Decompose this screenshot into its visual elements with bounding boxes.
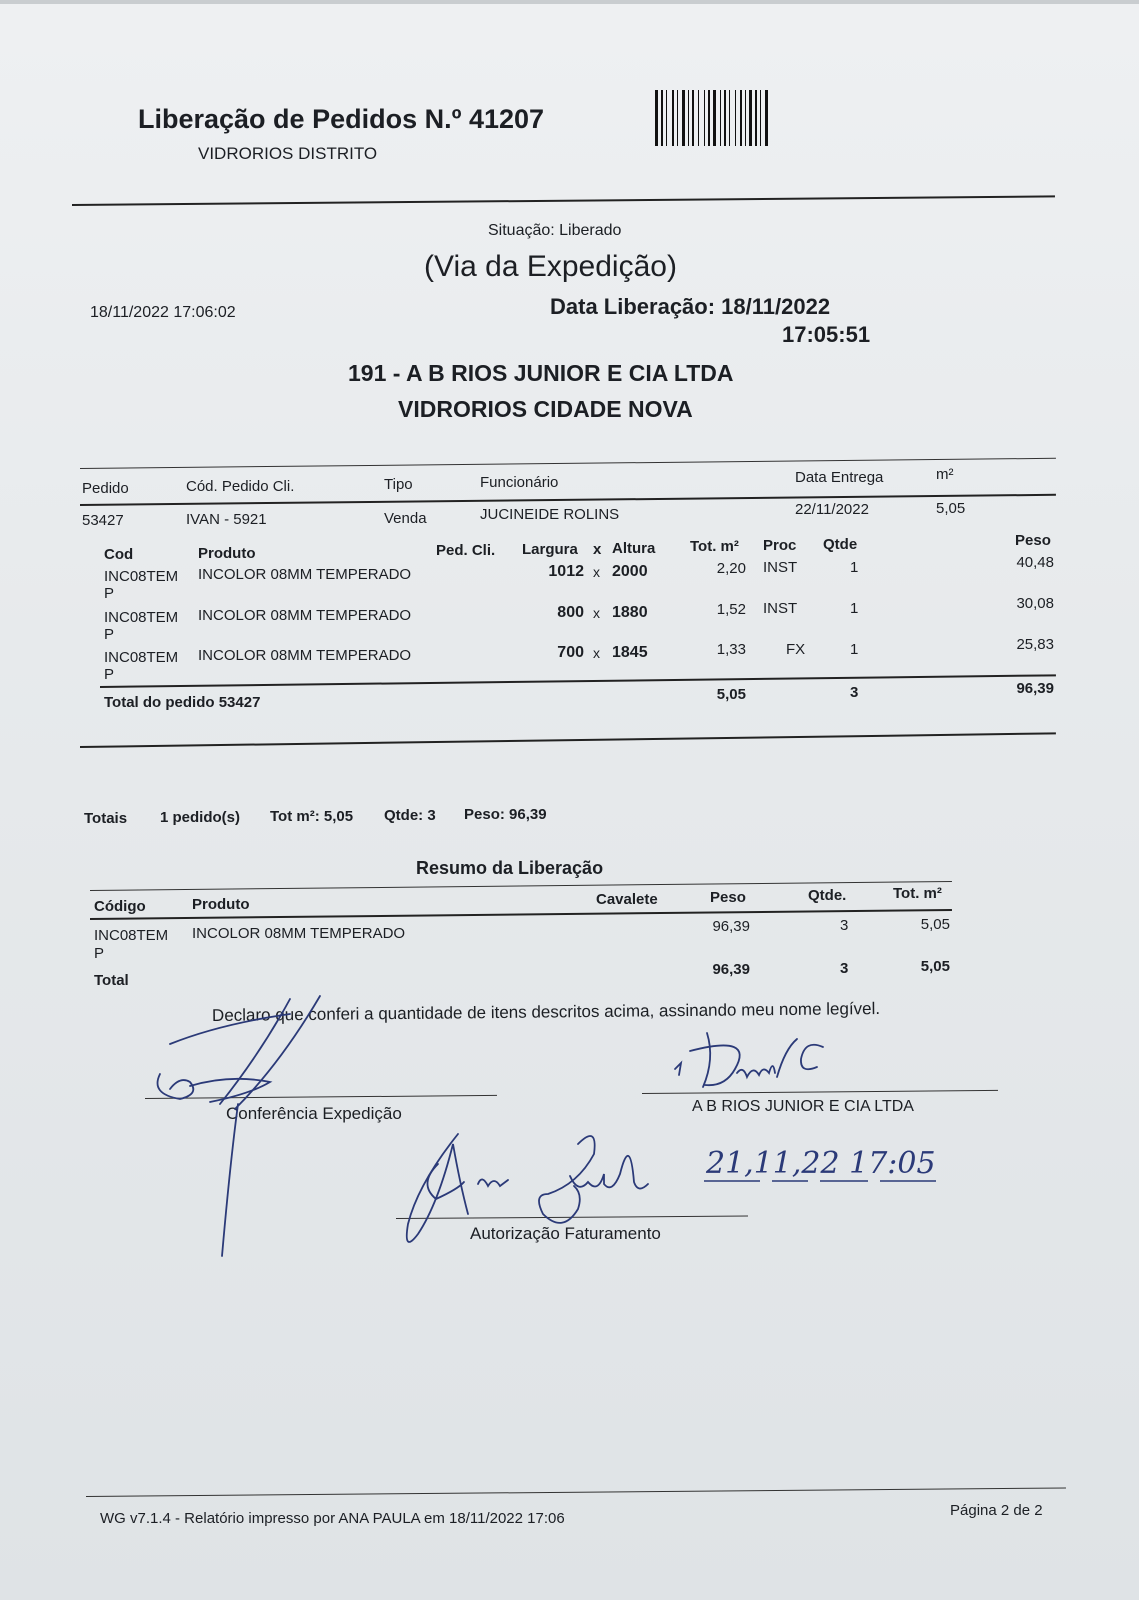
barcode-bar [760, 90, 761, 146]
item-cod-suffix: P [104, 585, 115, 602]
order-divider-mid [80, 494, 1056, 506]
totals-m2: Tot m²: 5,05 [270, 808, 354, 825]
barcode-bar [677, 90, 678, 146]
val-m2: 5,05 [936, 500, 966, 517]
summary-produto: INCOLOR 08MM TEMPERADO [192, 925, 406, 942]
handwritten-date-text: 21,11,22 17:05 [706, 1146, 936, 1181]
handwritten-signature-autorizacao [398, 1124, 658, 1264]
order-divider-top [80, 458, 1056, 469]
barcode-bar [740, 90, 742, 146]
summary-total-peso: 96,39 [712, 961, 750, 978]
status-text: Situação: Liberado [488, 222, 622, 239]
barcode-bar [724, 90, 726, 146]
summary-codigo: INC08TEM [94, 927, 169, 944]
item-largura: 700 [557, 644, 584, 661]
item-qtde: 1 [850, 559, 859, 576]
item-tot-m2: 1,33 [716, 641, 746, 658]
col-pedido: Pedido [82, 480, 129, 497]
item-proc: INST [763, 600, 798, 617]
order-total-divider [100, 674, 1056, 688]
col-funcionario: Funcionário [480, 474, 559, 491]
client-store: VIDRORIOS CIDADE NOVA [398, 396, 693, 422]
barcode-bar [745, 90, 746, 146]
barcode-bar [749, 90, 752, 146]
item-altura: 1880 [612, 604, 648, 621]
val-funcionario: JUCINEIDE ROLINS [480, 506, 620, 523]
footer-divider [86, 1487, 1066, 1497]
item-cod: INC08TEM [104, 649, 179, 666]
barcode-bar [672, 90, 674, 146]
val-tipo: Venda [384, 510, 427, 527]
handwritten-signature-client [645, 1029, 845, 1099]
totals-label: Totais [84, 810, 128, 827]
summary-total-label: Total [94, 972, 129, 989]
release-time: 17:05:51 [782, 322, 871, 347]
item-cod-suffix: P [104, 626, 115, 643]
barcode-bar [655, 90, 658, 146]
item-x: x [593, 605, 600, 621]
col-cod-pedido-cli: Cód. Pedido Cli. [186, 478, 295, 495]
declaration-text: Declaro que conferi a quantidade de itens descritos acima, assinando meu nome legível. [211, 999, 881, 1025]
col-m2: m² [936, 466, 954, 483]
barcode-bar [765, 90, 768, 146]
item-qtde: 1 [850, 600, 859, 617]
item-x: x [593, 564, 600, 580]
item-cod: INC08TEM [104, 568, 179, 585]
order-bottom-divider [80, 732, 1056, 748]
summary-col-produto: Produto [192, 896, 250, 913]
summary-total-tot-m2: 5,05 [920, 958, 950, 975]
handwritten-date [700, 1139, 1000, 1189]
items-col-qtde: Qtde [823, 536, 858, 553]
item-tot-m2: 2,20 [716, 560, 746, 577]
order-total-label: Total do pedido 53427 [104, 694, 261, 711]
release-date: Data Liberação: 18/11/2022 [550, 294, 831, 319]
order-total-qtde: 3 [850, 684, 859, 701]
items-col-produto: Produto [198, 545, 256, 562]
item-peso: 30,08 [1016, 595, 1054, 612]
item-largura: 1012 [548, 563, 584, 580]
summary-col-qtde: Qtde. [808, 887, 847, 904]
barcode-bar [661, 90, 663, 146]
items-col-altura: Altura [612, 540, 656, 557]
items-col-peso: Peso [1015, 532, 1051, 549]
summary-col-codigo: Código [94, 898, 146, 915]
items-col-tot-m2: Tot. m² [690, 538, 739, 555]
header-divider [72, 195, 1055, 206]
totals-peso: Peso: 96,39 [464, 806, 547, 823]
item-cod: INC08TEM [104, 609, 179, 626]
item-altura: 2000 [612, 563, 648, 580]
barcode-bar [704, 90, 705, 146]
barcode-bar [735, 90, 736, 146]
summary-col-cavalete: Cavalete [596, 891, 658, 908]
items-col-x: x [593, 541, 602, 558]
signature-label-autorizacao: Autorização Faturamento [470, 1224, 661, 1243]
items-col-ped-cli: Ped. Cli. [436, 542, 496, 559]
summary-peso: 96,39 [712, 918, 750, 935]
summary-total-qtde: 3 [840, 960, 849, 977]
item-proc: INST [763, 559, 798, 576]
item-proc: FX [786, 641, 806, 658]
items-col-largura: Largura [522, 541, 578, 558]
summary-codigo-suffix: P [94, 945, 105, 962]
summary-col-tot-m2: Tot. m² [893, 885, 942, 902]
val-data-entrega: 22/11/2022 [795, 501, 869, 518]
handwritten-signature-conferencia [140, 994, 360, 1264]
barcode [655, 90, 830, 146]
order-total-m2: 5,05 [716, 686, 746, 703]
item-qtde: 1 [850, 641, 859, 658]
col-tipo: Tipo [384, 476, 413, 493]
client-name: 191 - A B RIOS JUNIOR E CIA LTDA [348, 360, 734, 386]
order-total-peso: 96,39 [1016, 680, 1054, 697]
item-cod-suffix: P [104, 666, 115, 683]
via-title: (Via da Expedição) [424, 250, 677, 283]
item-peso: 25,83 [1016, 636, 1054, 653]
items-col-proc: Proc [763, 537, 797, 554]
val-pedido: 53427 [82, 512, 124, 529]
summary-col-peso: Peso [710, 889, 746, 906]
barcode-bar [729, 90, 730, 146]
item-produto: INCOLOR 08MM TEMPERADO [198, 647, 412, 664]
document-page [0, 4, 1139, 1600]
barcode-bar [666, 90, 667, 146]
val-cod-pedido-cli: IVAN - 5921 [186, 511, 267, 528]
item-produto: INCOLOR 08MM TEMPERADO [198, 607, 412, 624]
totals-qtde: Qtde: 3 [384, 807, 436, 824]
summary-qtde: 3 [840, 917, 849, 934]
items-col-cod: Cod [104, 546, 134, 563]
print-datetime: 18/11/2022 17:06:02 [90, 304, 236, 321]
barcode-bar [708, 90, 710, 146]
barcode-bar [682, 90, 685, 146]
footer-report-info: WG v7.1.4 - Relatório impresso por ANA PAULA em 18/11/2022 17:06 [100, 1510, 565, 1527]
footer-page-number: Página 2 de 2 [950, 1502, 1043, 1519]
barcode-bar [688, 90, 689, 146]
item-peso: 40,48 [1016, 554, 1054, 571]
summary-tot-m2: 5,05 [920, 916, 950, 933]
item-largura: 800 [557, 604, 584, 621]
item-produto: INCOLOR 08MM TEMPERADO [198, 566, 412, 583]
barcode-bar [713, 90, 716, 146]
signature-label-client: A B RIOS JUNIOR E CIA LTDA [692, 1098, 914, 1115]
barcode-bar [698, 90, 699, 146]
item-tot-m2: 1,52 [716, 601, 746, 618]
col-data-entrega: Data Entrega [795, 469, 884, 486]
summary-title: Resumo da Liberação [416, 858, 604, 878]
signature-label-conferencia: Conferência Expedição [226, 1104, 402, 1123]
barcode-bar [720, 90, 721, 146]
item-x: x [593, 645, 600, 661]
company-name: VIDRORIOS DISTRITO [198, 144, 378, 163]
barcode-bar [692, 90, 694, 146]
item-altura: 1845 [612, 644, 648, 661]
barcode-bar [755, 90, 757, 146]
totals-pedidos: 1 pedido(s) [160, 809, 241, 826]
report-title: Liberação de Pedidos N.º 41207 [138, 104, 545, 134]
